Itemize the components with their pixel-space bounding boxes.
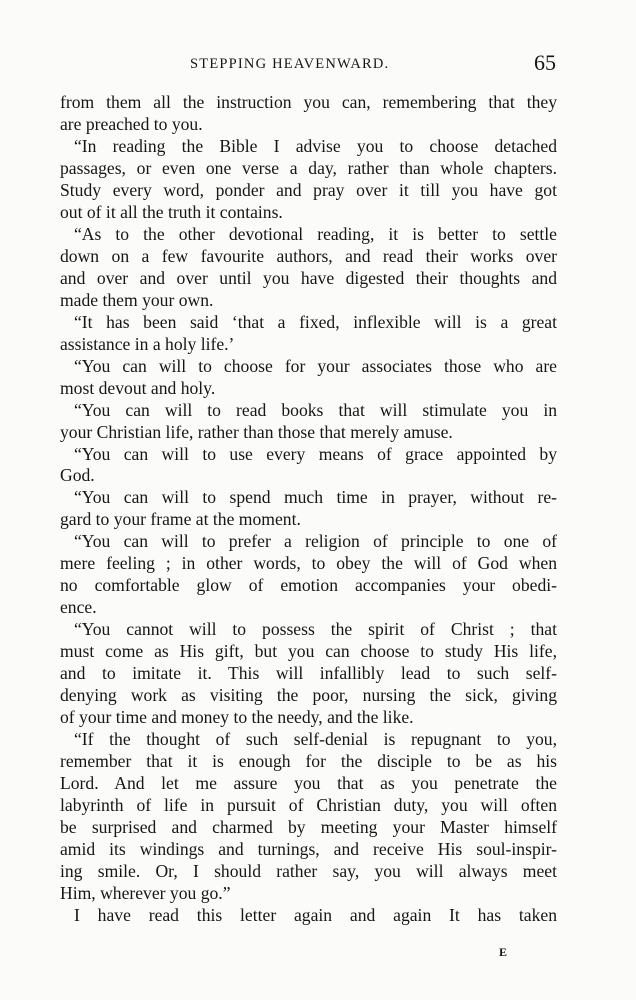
text-line: down on a few favourite authors, and read their works over bbox=[60, 245, 557, 266]
text-line: remember that it is enough for the disciple to be as his bbox=[60, 751, 557, 772]
text-line: passages, or even one verse a day, rather than whole chapters. bbox=[60, 157, 557, 178]
text-line: “You can will to read books that will stimulate you in bbox=[74, 399, 557, 420]
text-line: ence. bbox=[60, 597, 97, 618]
text-line: Study every word, ponder and pray over it till you have got bbox=[60, 179, 557, 200]
text-line: and to imitate it. This will infallibly lead to such self- bbox=[60, 663, 557, 684]
text-line: “You can will to spend much time in prayer, without re- bbox=[74, 487, 557, 508]
text-line: ing smile. Or, I should rather say, you will always meet bbox=[60, 860, 557, 881]
text-line: and over and over until you have digested their thoughts and bbox=[60, 267, 557, 288]
text-line: Lord. And let me assure you that as you penetrate the bbox=[60, 773, 557, 794]
text-line: of your time and money to the needy, and the like. bbox=[60, 707, 414, 728]
text-line: “It has been said ‘that a fixed, inflexible will is a great bbox=[74, 311, 557, 332]
text-line: your Christian life, rather than those that merely amuse. bbox=[60, 421, 453, 442]
text-line: God. bbox=[60, 465, 95, 486]
text-line: mere feeling ; in other words, to obey the will of God when bbox=[60, 553, 557, 574]
text-line: “You can will to prefer a religion of principle to one of bbox=[74, 531, 557, 552]
text-line: “You can will to choose for your associates those who are bbox=[74, 355, 557, 376]
text-line: denying work as visiting the poor, nursing the sick, giving bbox=[60, 685, 557, 706]
text-line: out of it all the truth it contains. bbox=[60, 201, 283, 222]
running-head: STEPPING HEAVENWARD. bbox=[190, 56, 390, 72]
text-line: made them your own. bbox=[60, 289, 214, 310]
text-line: must come as His gift, but you can choose to study His life, bbox=[60, 641, 557, 662]
text-line: assistance in a holy life.’ bbox=[60, 333, 235, 354]
text-line: no comfortable glow of emotion accompanies your obedi- bbox=[60, 575, 557, 596]
text-line: “You can will to use every means of grace appointed by bbox=[74, 443, 557, 464]
page-header bbox=[60, 50, 556, 76]
text-line: gard to your frame at the moment. bbox=[60, 509, 301, 530]
text-line: “You cannot will to possess the spirit of Christ ; that bbox=[74, 619, 557, 640]
text-line: “If the thought of such self-denial is repugnant to you, bbox=[74, 729, 557, 750]
text-line: be surprised and charmed by meeting your Master himself bbox=[60, 816, 557, 837]
text-line: labyrinth of life in pursuit of Christian duty, you will often bbox=[60, 795, 557, 815]
body-text bbox=[60, 92, 557, 927]
text-line: most devout and holy. bbox=[60, 377, 216, 398]
text-line: are preached to you. bbox=[60, 113, 203, 134]
page-number: 65 bbox=[534, 50, 556, 75]
text-line: I have read this letter again and again It has taken bbox=[74, 904, 557, 925]
signature-mark: E bbox=[499, 945, 508, 959]
text-line: “As to the other devotional reading, it is better to settle bbox=[74, 223, 557, 244]
text-line: “In reading the Bible I advise you to choose detached bbox=[74, 135, 557, 156]
text-line: from them all the instruction you can, remembering that they bbox=[60, 92, 557, 112]
text-line: amid its windings and turnings, and receive His soul-inspir- bbox=[60, 838, 557, 859]
text-line: Him, wherever you go.” bbox=[60, 882, 231, 903]
